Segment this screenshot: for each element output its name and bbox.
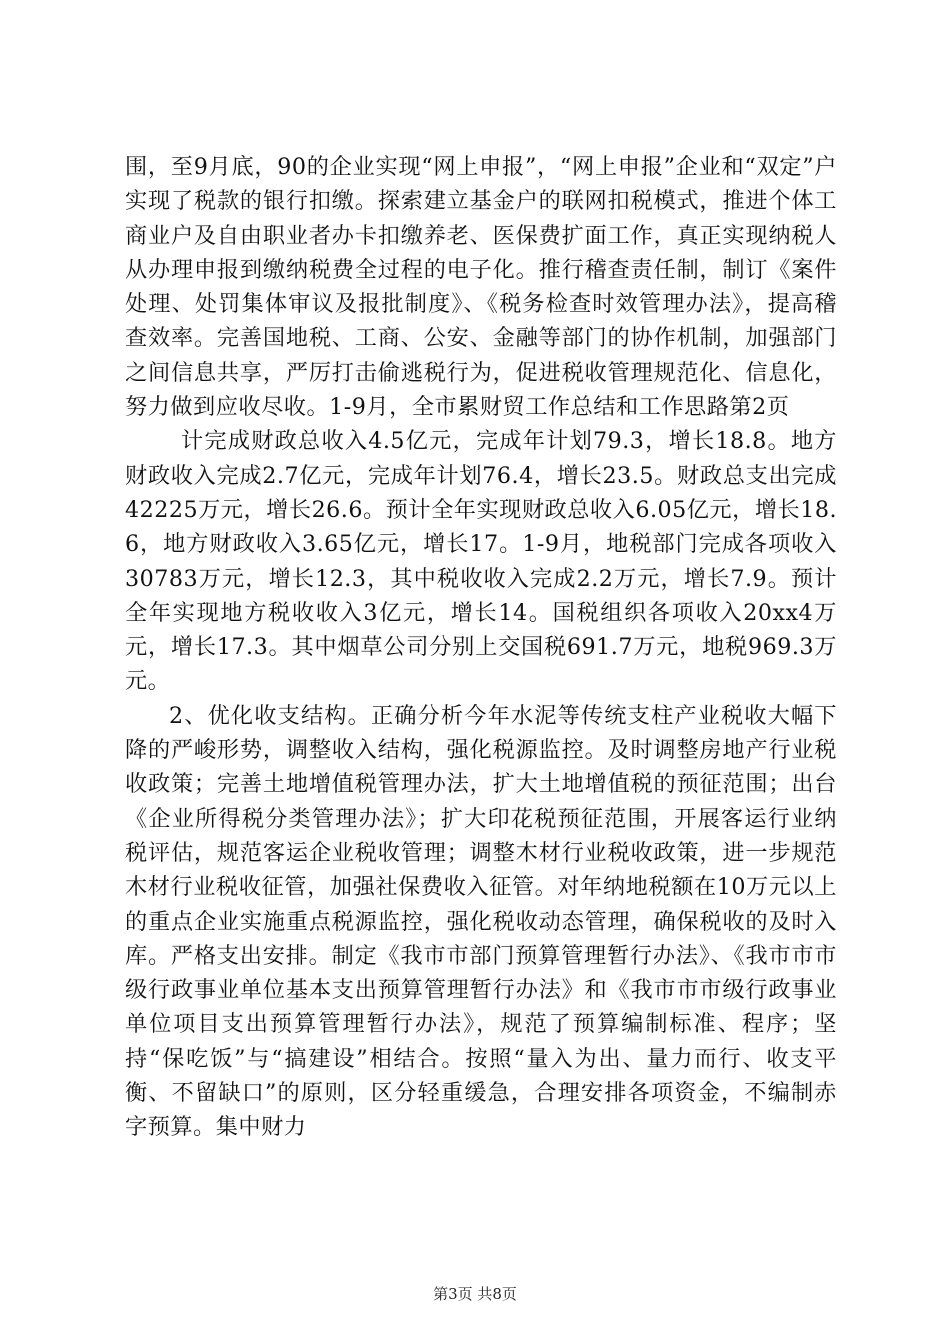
paragraph-2: 计完成财政总收入4.5亿元，完成年计划79.3，增长18.8。地方财政收入完成2.7亿元，完成年计划76.4，增长23.5。财政总支出完成42225万元，增长26.6。预计全年实现财政总收入6.05亿元，增长18.6，地方财政收入3.65亿元，增长17。1-9月，地税部门完成各项收入30783万元，增长12.3，其中税收收入完成2.2万元，增长7.9。预计全年实现地方税收收入3亿元，增长14。国税组织各项收入20xx4万元，增长17.3。其中烟草公司分别上交国税691.7万元，地税969.3万元。 [125, 428, 837, 695]
paragraph-1: 围，至9月底，90的企业实现“网上申报”，“网上申报”企业和“双定”户实现了税款的银行扣缴。探索建立基金户的联网扣税模式，推进个体工商业户及自由职业者办卡扣缴养老、医保费扩面工作，真正实现纳税人从办理申报到缴纳税费全过程的电子化。推行稽查责任制，制订《案件处理、处罚集体审议及报批制度》、《税务检查时效管理办法》，提高稽查效率。完善国地税、工商、公安、金融等部门的协作机制，加强部门之间信息共享，严厉打击偷逃税行为，促进税收管理规范化、信息化，努力做到应收尽收。1-9月，全市累财贸工作总结和工作思路第2页 [125, 154, 837, 421]
document-body [125, 150, 837, 1145]
paragraph-3: 2、优化收支结构。正确分析今年水泥等传统支柱产业税收大幅下降的严峻形势，调整收入结构，强化税源监控。及时调整房地产行业税收政策；完善土地增值税管理办法，扩大土地增值税的预征范围；出台《企业所得税分类管理办法》；扩大印花税预征范围，开展客运行业纳税评估，规范客运企业税收管理；调整木材行业税收政策，进一步规范木材行业税收征管，加强社保费收入征管。对年纳地税额在10万元以上的重点企业实施重点税源监控，强化税收动态管理，确保税收的及时入库。严格支出安排。制定《我市市部门预算管理暂行办法》、《我市市市级行政事业单位基本支出预算管理暂行办法》和《我市市市级行政事业单位项目支出预算管理暂行办法》，规范了预算编制标准、程序；坚持“保吃饭”与“搞建设”相结合。按照“量入为出、量力而行、收支平衡、不留缺口”的原则，区分轻重缓急，合理安排各项资金，不编制赤字预算。集中财力 [125, 702, 837, 1141]
page-footer: 第3页 共8页 [433, 1285, 517, 1303]
